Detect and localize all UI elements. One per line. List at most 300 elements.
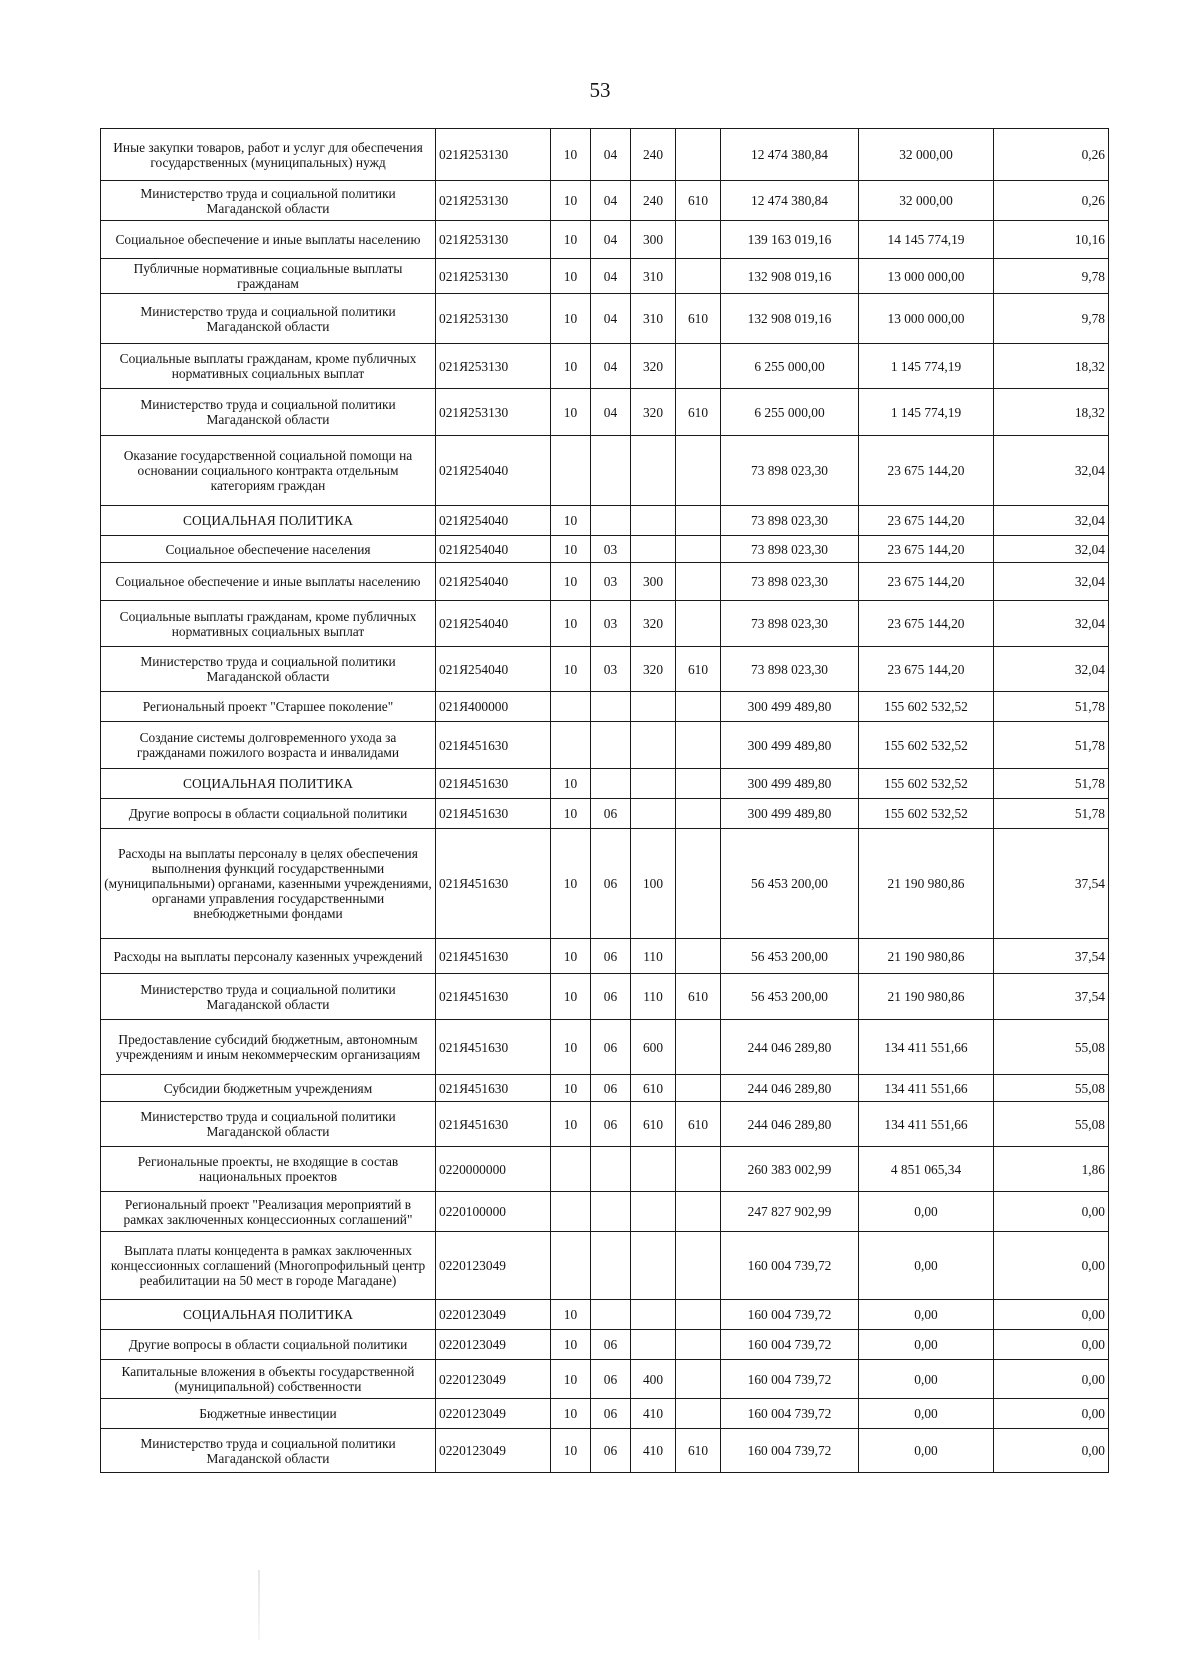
table-row — [101, 129, 1109, 181]
planned-amount: 244 046 289,80 — [721, 1020, 859, 1075]
administrator-code: 610 — [676, 294, 721, 344]
administrator-code — [676, 1330, 721, 1360]
expense-type-code — [631, 506, 676, 536]
execution-percent: 0,00 — [994, 1360, 1109, 1399]
expense-type-code — [631, 1330, 676, 1360]
target-code: 0220100000 — [436, 1192, 551, 1232]
subsection-code: 04 — [591, 221, 631, 259]
expense-type-code: 300 — [631, 563, 676, 601]
target-code: 021Я254040 — [436, 601, 551, 647]
planned-amount: 300 499 489,80 — [721, 769, 859, 799]
execution-percent: 37,54 — [994, 939, 1109, 974]
administrator-code — [676, 692, 721, 722]
item-name: Региональный проект "Реализация мероприятий в рамках заключенных концессионных соглашений" — [101, 1192, 436, 1232]
execution-percent: 32,04 — [994, 563, 1109, 601]
scan-mark — [258, 1570, 260, 1640]
planned-amount: 247 827 902,99 — [721, 1192, 859, 1232]
target-code: 0220000000 — [436, 1147, 551, 1192]
executed-amount: 155 602 532,52 — [859, 722, 994, 769]
executed-amount: 0,00 — [859, 1360, 994, 1399]
subsection-code: 06 — [591, 1330, 631, 1360]
planned-amount: 73 898 023,30 — [721, 506, 859, 536]
administrator-code — [676, 536, 721, 563]
section-code — [551, 436, 591, 506]
execution-percent: 32,04 — [994, 601, 1109, 647]
item-name: Другие вопросы в области социальной политики — [101, 1330, 436, 1360]
target-code: 0220123049 — [436, 1300, 551, 1330]
section-code: 10 — [551, 294, 591, 344]
executed-amount: 13 000 000,00 — [859, 294, 994, 344]
expense-type-code — [631, 436, 676, 506]
table-row — [101, 506, 1109, 536]
target-code: 0220123049 — [436, 1330, 551, 1360]
execution-percent: 32,04 — [994, 647, 1109, 692]
target-code: 021Я451630 — [436, 769, 551, 799]
section-code — [551, 1232, 591, 1300]
executed-amount: 21 190 980,86 — [859, 829, 994, 939]
administrator-code — [676, 1300, 721, 1330]
target-code: 021Я451630 — [436, 799, 551, 829]
item-name: Министерство труда и социальной политики Магаданской области — [101, 1102, 436, 1147]
item-name: Министерство труда и социальной политики Магаданской области — [101, 974, 436, 1020]
subsection-code: 06 — [591, 1399, 631, 1429]
table-row — [101, 939, 1109, 974]
administrator-code: 610 — [676, 389, 721, 436]
target-code: 0220123049 — [436, 1360, 551, 1399]
expense-type-code — [631, 1147, 676, 1192]
table-row — [101, 829, 1109, 939]
expense-type-code — [631, 769, 676, 799]
planned-amount: 260 383 002,99 — [721, 1147, 859, 1192]
subsection-code — [591, 436, 631, 506]
target-code: 021Я253130 — [436, 129, 551, 181]
target-code: 021Я253130 — [436, 221, 551, 259]
administrator-code — [676, 799, 721, 829]
expense-type-code: 320 — [631, 601, 676, 647]
execution-percent: 0,26 — [994, 129, 1109, 181]
execution-percent: 37,54 — [994, 829, 1109, 939]
subsection-code: 04 — [591, 181, 631, 221]
administrator-code — [676, 506, 721, 536]
planned-amount: 73 898 023,30 — [721, 563, 859, 601]
planned-amount: 160 004 739,72 — [721, 1330, 859, 1360]
section-code: 10 — [551, 506, 591, 536]
planned-amount: 244 046 289,80 — [721, 1102, 859, 1147]
expense-type-code: 240 — [631, 181, 676, 221]
target-code: 021Я254040 — [436, 436, 551, 506]
planned-amount: 132 908 019,16 — [721, 294, 859, 344]
administrator-code: 610 — [676, 974, 721, 1020]
execution-percent: 1,86 — [994, 1147, 1109, 1192]
section-code: 10 — [551, 799, 591, 829]
administrator-code — [676, 1075, 721, 1102]
execution-percent: 18,32 — [994, 389, 1109, 436]
target-code: 021Я253130 — [436, 259, 551, 294]
item-name: Создание системы долговременного ухода за гражданами пожилого возраста и инвалидами — [101, 722, 436, 769]
section-code: 10 — [551, 829, 591, 939]
execution-percent: 51,78 — [994, 692, 1109, 722]
executed-amount: 1 145 774,19 — [859, 344, 994, 389]
planned-amount: 244 046 289,80 — [721, 1075, 859, 1102]
executed-amount: 155 602 532,52 — [859, 692, 994, 722]
executed-amount: 32 000,00 — [859, 129, 994, 181]
target-code: 021Я451630 — [436, 974, 551, 1020]
table-row — [101, 563, 1109, 601]
expense-type-code — [631, 722, 676, 769]
item-name: Региональные проекты, не входящие в состав национальных проектов — [101, 1147, 436, 1192]
page-number: 53 — [589, 78, 611, 102]
planned-amount: 6 255 000,00 — [721, 344, 859, 389]
subsection-code: 06 — [591, 1075, 631, 1102]
item-name: Расходы на выплаты персоналу казенных учреждений — [101, 939, 436, 974]
administrator-code — [676, 1192, 721, 1232]
item-name: Министерство труда и социальной политики Магаданской области — [101, 389, 436, 436]
execution-percent: 55,08 — [994, 1075, 1109, 1102]
executed-amount: 23 675 144,20 — [859, 601, 994, 647]
expense-type-code — [631, 1232, 676, 1300]
administrator-code — [676, 939, 721, 974]
administrator-code: 610 — [676, 647, 721, 692]
executed-amount: 14 145 774,19 — [859, 221, 994, 259]
execution-percent: 9,78 — [994, 259, 1109, 294]
section-code: 10 — [551, 563, 591, 601]
planned-amount: 56 453 200,00 — [721, 939, 859, 974]
executed-amount: 23 675 144,20 — [859, 563, 994, 601]
executed-amount: 0,00 — [859, 1399, 994, 1429]
target-code: 021Я451630 — [436, 1102, 551, 1147]
administrator-code — [676, 436, 721, 506]
administrator-code — [676, 601, 721, 647]
subsection-code: 04 — [591, 259, 631, 294]
item-name: Социальные выплаты гражданам, кроме публичных нормативных социальных выплат — [101, 344, 436, 389]
target-code: 021Я400000 — [436, 692, 551, 722]
expense-type-code: 400 — [631, 1360, 676, 1399]
table-row — [101, 1429, 1109, 1473]
section-code: 10 — [551, 1102, 591, 1147]
subsection-code — [591, 1147, 631, 1192]
target-code: 0220123049 — [436, 1399, 551, 1429]
administrator-code — [676, 221, 721, 259]
expense-type-code: 100 — [631, 829, 676, 939]
execution-percent: 0,00 — [994, 1300, 1109, 1330]
table-row — [101, 1147, 1109, 1192]
section-code: 10 — [551, 536, 591, 563]
expense-type-code — [631, 1192, 676, 1232]
section-code: 10 — [551, 769, 591, 799]
executed-amount: 23 675 144,20 — [859, 647, 994, 692]
executed-amount: 0,00 — [859, 1300, 994, 1330]
item-name: Социальное обеспечение и иные выплаты населению — [101, 563, 436, 601]
table-row — [101, 1300, 1109, 1330]
section-code: 10 — [551, 647, 591, 692]
item-name: СОЦИАЛЬНАЯ ПОЛИТИКА — [101, 769, 436, 799]
item-name: Публичные нормативные социальные выплаты гражданам — [101, 259, 436, 294]
executed-amount: 21 190 980,86 — [859, 974, 994, 1020]
target-code: 021Я451630 — [436, 939, 551, 974]
table-row — [101, 1360, 1109, 1399]
item-name: Другие вопросы в области социальной политики — [101, 799, 436, 829]
section-code: 10 — [551, 181, 591, 221]
target-code: 021Я451630 — [436, 722, 551, 769]
expense-type-code: 310 — [631, 294, 676, 344]
expense-type-code: 110 — [631, 939, 676, 974]
subsection-code: 04 — [591, 344, 631, 389]
expense-type-code — [631, 799, 676, 829]
target-code: 021Я253130 — [436, 389, 551, 436]
planned-amount: 160 004 739,72 — [721, 1429, 859, 1473]
subsection-code: 04 — [591, 294, 631, 344]
executed-amount: 21 190 980,86 — [859, 939, 994, 974]
subsection-code: 03 — [591, 563, 631, 601]
subsection-code: 06 — [591, 974, 631, 1020]
subsection-code: 03 — [591, 536, 631, 563]
planned-amount: 73 898 023,30 — [721, 647, 859, 692]
execution-percent: 0,00 — [994, 1232, 1109, 1300]
table-row — [101, 769, 1109, 799]
item-name: Министерство труда и социальной политики Магаданской области — [101, 294, 436, 344]
target-code: 021Я451630 — [436, 829, 551, 939]
administrator-code — [676, 129, 721, 181]
item-name: Министерство труда и социальной политики Магаданской области — [101, 647, 436, 692]
item-name: СОЦИАЛЬНАЯ ПОЛИТИКА — [101, 506, 436, 536]
administrator-code — [676, 722, 721, 769]
executed-amount: 1 145 774,19 — [859, 389, 994, 436]
table-row — [101, 181, 1109, 221]
expense-type-code: 610 — [631, 1075, 676, 1102]
expense-type-code: 300 — [631, 221, 676, 259]
executed-amount: 155 602 532,52 — [859, 769, 994, 799]
subsection-code — [591, 1192, 631, 1232]
executed-amount: 0,00 — [859, 1429, 994, 1473]
execution-percent: 32,04 — [994, 436, 1109, 506]
expense-type-code: 600 — [631, 1020, 676, 1075]
subsection-code: 06 — [591, 1102, 631, 1147]
subsection-code: 06 — [591, 799, 631, 829]
section-code: 10 — [551, 389, 591, 436]
planned-amount: 160 004 739,72 — [721, 1360, 859, 1399]
administrator-code — [676, 1147, 721, 1192]
administrator-code — [676, 1020, 721, 1075]
section-code: 10 — [551, 1300, 591, 1330]
executed-amount: 0,00 — [859, 1192, 994, 1232]
section-code: 10 — [551, 221, 591, 259]
subsection-code: 03 — [591, 601, 631, 647]
target-code: 0220123049 — [436, 1232, 551, 1300]
execution-percent: 0,00 — [994, 1429, 1109, 1473]
item-name: Субсидии бюджетным учреждениям — [101, 1075, 436, 1102]
planned-amount: 160 004 739,72 — [721, 1300, 859, 1330]
subsection-code — [591, 769, 631, 799]
execution-percent: 9,78 — [994, 294, 1109, 344]
item-name: Бюджетные инвестиции — [101, 1399, 436, 1429]
section-code: 10 — [551, 1020, 591, 1075]
executed-amount: 134 411 551,66 — [859, 1020, 994, 1075]
executed-amount: 23 675 144,20 — [859, 536, 994, 563]
table-row — [101, 1075, 1109, 1102]
administrator-code — [676, 829, 721, 939]
subsection-code: 03 — [591, 647, 631, 692]
subsection-code: 06 — [591, 939, 631, 974]
section-code — [551, 1192, 591, 1232]
expense-type-code — [631, 692, 676, 722]
table-row — [101, 294, 1109, 344]
expense-type-code: 320 — [631, 389, 676, 436]
execution-percent: 51,78 — [994, 799, 1109, 829]
item-name: Министерство труда и социальной политики Магаданской области — [101, 181, 436, 221]
budget-table-body — [101, 129, 1109, 1473]
planned-amount: 139 163 019,16 — [721, 221, 859, 259]
item-name: Выплата платы концедента в рамках заключенных концессионных соглашений (Многопрофильный центр реабилитации на 50 мест в городе Магадане) — [101, 1232, 436, 1300]
section-code: 10 — [551, 1075, 591, 1102]
administrator-code — [676, 769, 721, 799]
item-name: Региональный проект "Старшее поколение" — [101, 692, 436, 722]
table-row — [101, 722, 1109, 769]
planned-amount: 160 004 739,72 — [721, 1399, 859, 1429]
planned-amount: 6 255 000,00 — [721, 389, 859, 436]
item-name: Предоставление субсидий бюджетным, автономным учреждениям и иным некоммерческим организациям — [101, 1020, 436, 1075]
subsection-code: 06 — [591, 829, 631, 939]
administrator-code: 610 — [676, 1102, 721, 1147]
table-row — [101, 536, 1109, 563]
section-code — [551, 1147, 591, 1192]
item-name: Иные закупки товаров, работ и услуг для обеспечения государственных (муниципальных) нужд — [101, 129, 436, 181]
section-code — [551, 722, 591, 769]
table-row — [101, 799, 1109, 829]
section-code: 10 — [551, 129, 591, 181]
execution-percent: 51,78 — [994, 722, 1109, 769]
item-name: Министерство труда и социальной политики Магаданской области — [101, 1429, 436, 1473]
expense-type-code: 610 — [631, 1102, 676, 1147]
administrator-code: 610 — [676, 181, 721, 221]
administrator-code — [676, 344, 721, 389]
execution-percent: 55,08 — [994, 1102, 1109, 1147]
budget-table — [100, 128, 1109, 1473]
item-name: СОЦИАЛЬНАЯ ПОЛИТИКА — [101, 1300, 436, 1330]
subsection-code — [591, 506, 631, 536]
planned-amount: 73 898 023,30 — [721, 601, 859, 647]
executed-amount: 134 411 551,66 — [859, 1102, 994, 1147]
table-row — [101, 1399, 1109, 1429]
expense-type-code: 110 — [631, 974, 676, 1020]
administrator-code — [676, 1232, 721, 1300]
planned-amount: 12 474 380,84 — [721, 129, 859, 181]
subsection-code — [591, 692, 631, 722]
execution-percent: 37,54 — [994, 974, 1109, 1020]
executed-amount: 4 851 065,34 — [859, 1147, 994, 1192]
section-code: 10 — [551, 1360, 591, 1399]
planned-amount: 73 898 023,30 — [721, 436, 859, 506]
target-code: 021Я254040 — [436, 506, 551, 536]
execution-percent: 18,32 — [994, 344, 1109, 389]
item-name: Оказание государственной социальной помощи на основании социального контракта отдельным категориям граждан — [101, 436, 436, 506]
expense-type-code — [631, 536, 676, 563]
executed-amount: 32 000,00 — [859, 181, 994, 221]
item-name: Социальное обеспечение и иные выплаты населению — [101, 221, 436, 259]
item-name: Социальное обеспечение населения — [101, 536, 436, 563]
item-name: Социальные выплаты гражданам, кроме публичных нормативных социальных выплат — [101, 601, 436, 647]
table-row — [101, 647, 1109, 692]
planned-amount: 56 453 200,00 — [721, 829, 859, 939]
expense-type-code: 320 — [631, 647, 676, 692]
planned-amount: 300 499 489,80 — [721, 799, 859, 829]
table-row — [101, 389, 1109, 436]
item-name: Расходы на выплаты персоналу в целях обеспечения выполнения функций государственными (муниципальными) органами, казенными учреждениями, органами управления государственными внебюджетными фондами — [101, 829, 436, 939]
section-code: 10 — [551, 259, 591, 294]
execution-percent: 10,16 — [994, 221, 1109, 259]
target-code: 021Я253130 — [436, 294, 551, 344]
executed-amount: 23 675 144,20 — [859, 506, 994, 536]
section-code: 10 — [551, 939, 591, 974]
table-row — [101, 1330, 1109, 1360]
section-code: 10 — [551, 1399, 591, 1429]
execution-percent: 0,26 — [994, 181, 1109, 221]
administrator-code — [676, 1399, 721, 1429]
target-code: 021Я254040 — [436, 563, 551, 601]
item-name: Капитальные вложения в объекты государственной (муниципальной) собственности — [101, 1360, 436, 1399]
target-code: 021Я451630 — [436, 1020, 551, 1075]
expense-type-code — [631, 1300, 676, 1330]
target-code: 021Я254040 — [436, 647, 551, 692]
executed-amount: 134 411 551,66 — [859, 1075, 994, 1102]
section-code — [551, 692, 591, 722]
subsection-code — [591, 1300, 631, 1330]
table-row — [101, 221, 1109, 259]
execution-percent: 0,00 — [994, 1192, 1109, 1232]
target-code: 021Я451630 — [436, 1075, 551, 1102]
expense-type-code: 410 — [631, 1429, 676, 1473]
planned-amount: 300 499 489,80 — [721, 722, 859, 769]
table-row — [101, 1020, 1109, 1075]
section-code: 10 — [551, 974, 591, 1020]
table-row — [101, 344, 1109, 389]
subsection-code: 04 — [591, 129, 631, 181]
execution-percent: 0,00 — [994, 1399, 1109, 1429]
section-code: 10 — [551, 344, 591, 389]
table-row — [101, 259, 1109, 294]
executed-amount: 155 602 532,52 — [859, 799, 994, 829]
expense-type-code: 240 — [631, 129, 676, 181]
execution-percent: 0,00 — [994, 1330, 1109, 1360]
table-row — [101, 436, 1109, 506]
administrator-code: 610 — [676, 1429, 721, 1473]
planned-amount: 73 898 023,30 — [721, 536, 859, 563]
administrator-code — [676, 1360, 721, 1399]
planned-amount: 12 474 380,84 — [721, 181, 859, 221]
subsection-code: 06 — [591, 1020, 631, 1075]
subsection-code: 06 — [591, 1429, 631, 1473]
target-code: 021Я253130 — [436, 181, 551, 221]
target-code: 0220123049 — [436, 1429, 551, 1473]
target-code: 021Я253130 — [436, 344, 551, 389]
expense-type-code: 320 — [631, 344, 676, 389]
planned-amount: 132 908 019,16 — [721, 259, 859, 294]
execution-percent: 32,04 — [994, 536, 1109, 563]
executed-amount: 0,00 — [859, 1232, 994, 1300]
subsection-code: 04 — [591, 389, 631, 436]
execution-percent: 55,08 — [994, 1020, 1109, 1075]
expense-type-code: 410 — [631, 1399, 676, 1429]
administrator-code — [676, 563, 721, 601]
executed-amount: 23 675 144,20 — [859, 436, 994, 506]
executed-amount: 0,00 — [859, 1330, 994, 1360]
section-code: 10 — [551, 601, 591, 647]
subsection-code: 06 — [591, 1360, 631, 1399]
planned-amount: 300 499 489,80 — [721, 692, 859, 722]
execution-percent: 51,78 — [994, 769, 1109, 799]
table-row — [101, 1232, 1109, 1300]
section-code: 10 — [551, 1330, 591, 1360]
table-row — [101, 1192, 1109, 1232]
